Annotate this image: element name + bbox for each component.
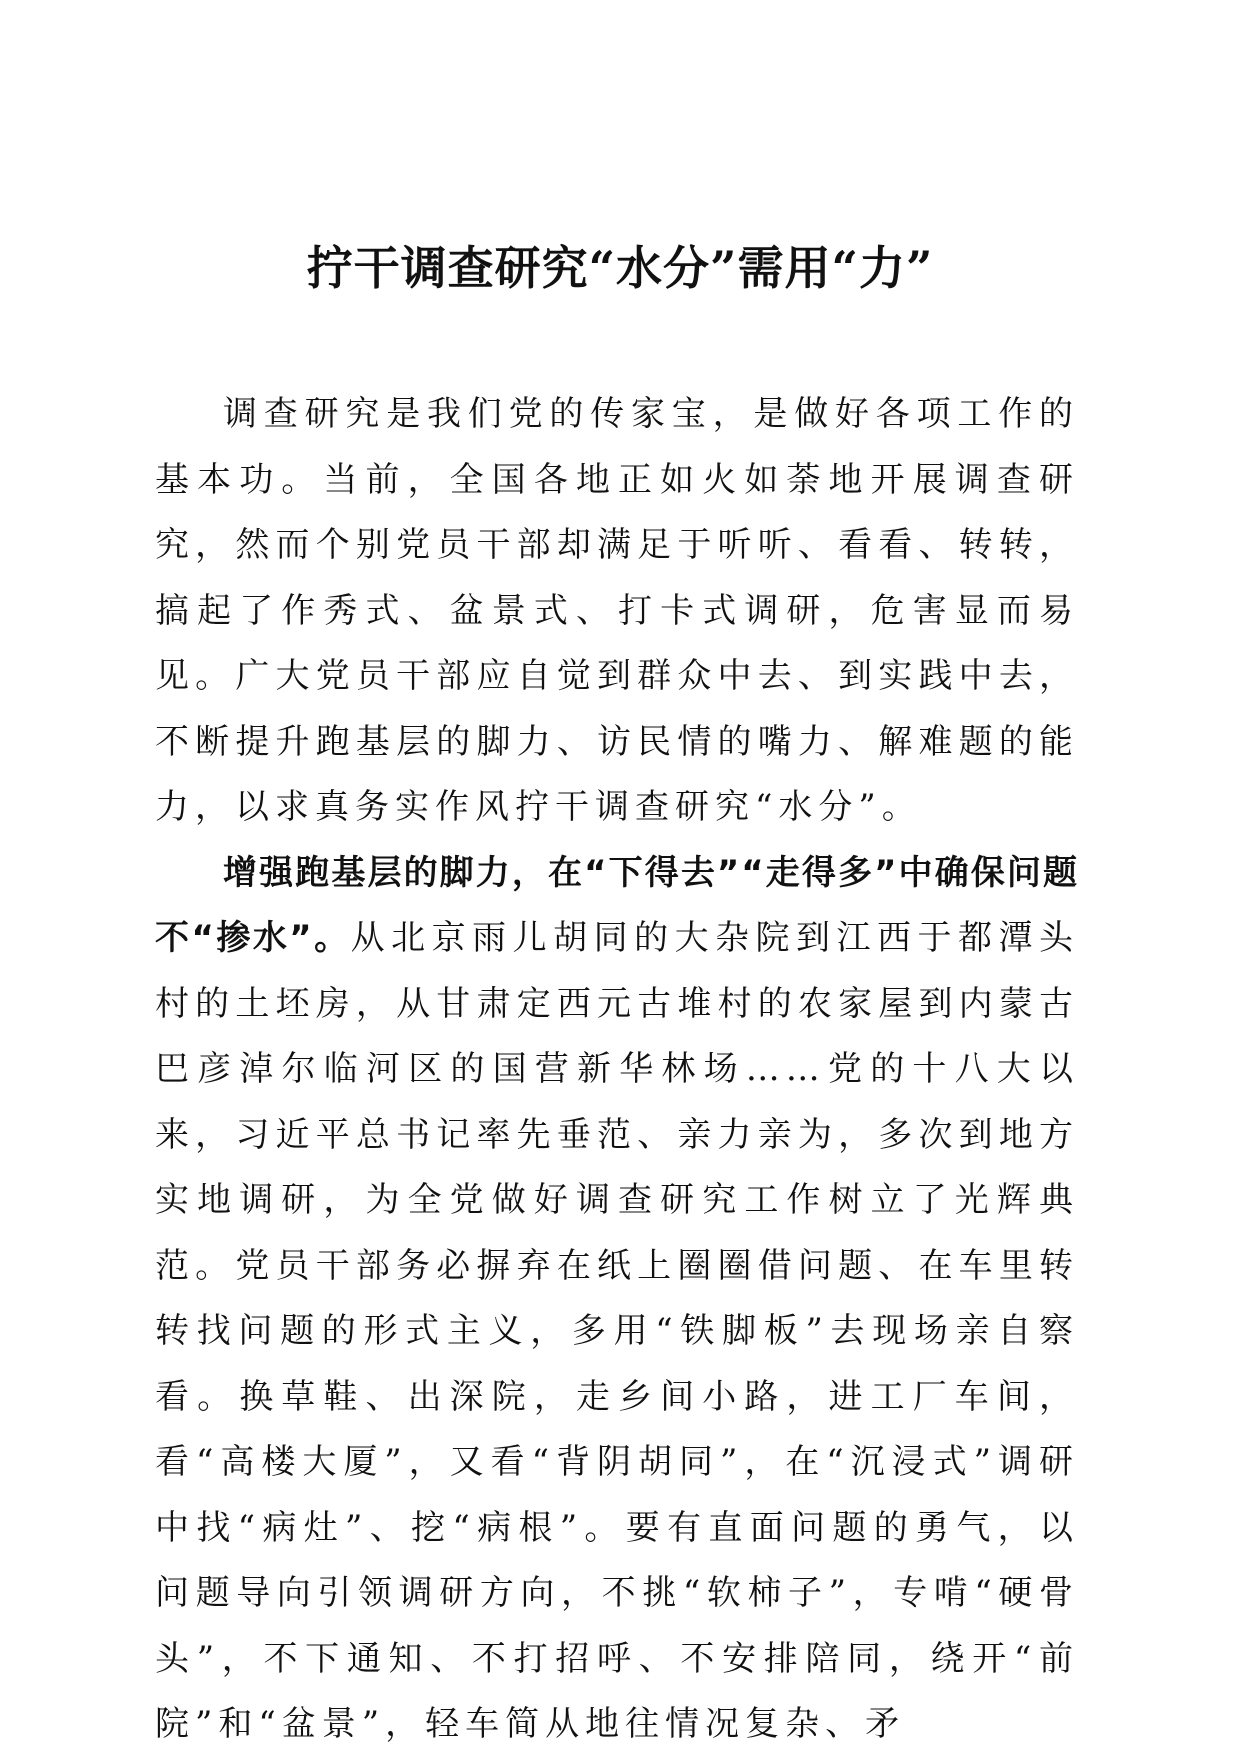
document-body: [155, 382, 1079, 1758]
paragraph-intro: [155, 382, 1079, 841]
paragraph-footwork-lead: 增强跑基层的脚力，在“下得去”“走得多”中确保问题不“掺水”。: [155, 852, 1079, 958]
paragraph-footwork: [155, 841, 1079, 1758]
paragraph-footwork-text: 从北京雨儿胡同的大杂院到江西于都潭头村的土坯房，从甘肃定西元古堆村的农家屋到内蒙古巴彦淖尔临河区的国营新华林场……党的十八大以来，习近平总书记率先垂范、亲力亲为，多次到地方实地调研，为全党做好调查研究工作树立了光辉典范。党员干部务必摒弃在纸上圈圈借问题、在车里转转找问题的形式主义，多用“铁脚板”去现场亲自察看。换草鞋、出深院，走乡间小路，进工厂车间，看“高楼大厦”，又看“背阴胡同”，在“沉浸式”调研中找“病灶”、挖“病根”。要有直面问题的勇气，以问题导向引领调研方向，不挑“软柿子”，专啃“硬骨头”，不下通知、不打招呼、不安排陪同，绕开“前院”和“盆景”，轻车简从地往情况复杂、矛: [155, 918, 1079, 1744]
document-title: 拧干调查研究“水分”需用“力”: [306, 241, 934, 295]
paragraph-intro-text: 调查研究是我们党的传家宝，是做好各项工作的基本功。当前，全国各地正如火如荼地开展调查研究，然而个别党员干部却满足于听听、看看、转转，搞起了作秀式、盆景式、打卡式调研，危害显而易见。广大党员干部应自觉到群众中去、到实践中去，不断提升跑基层的脚力、访民情的嘴力、解难题的能力，以求真务实作风拧干调查研究“水分”。: [155, 394, 1079, 827]
